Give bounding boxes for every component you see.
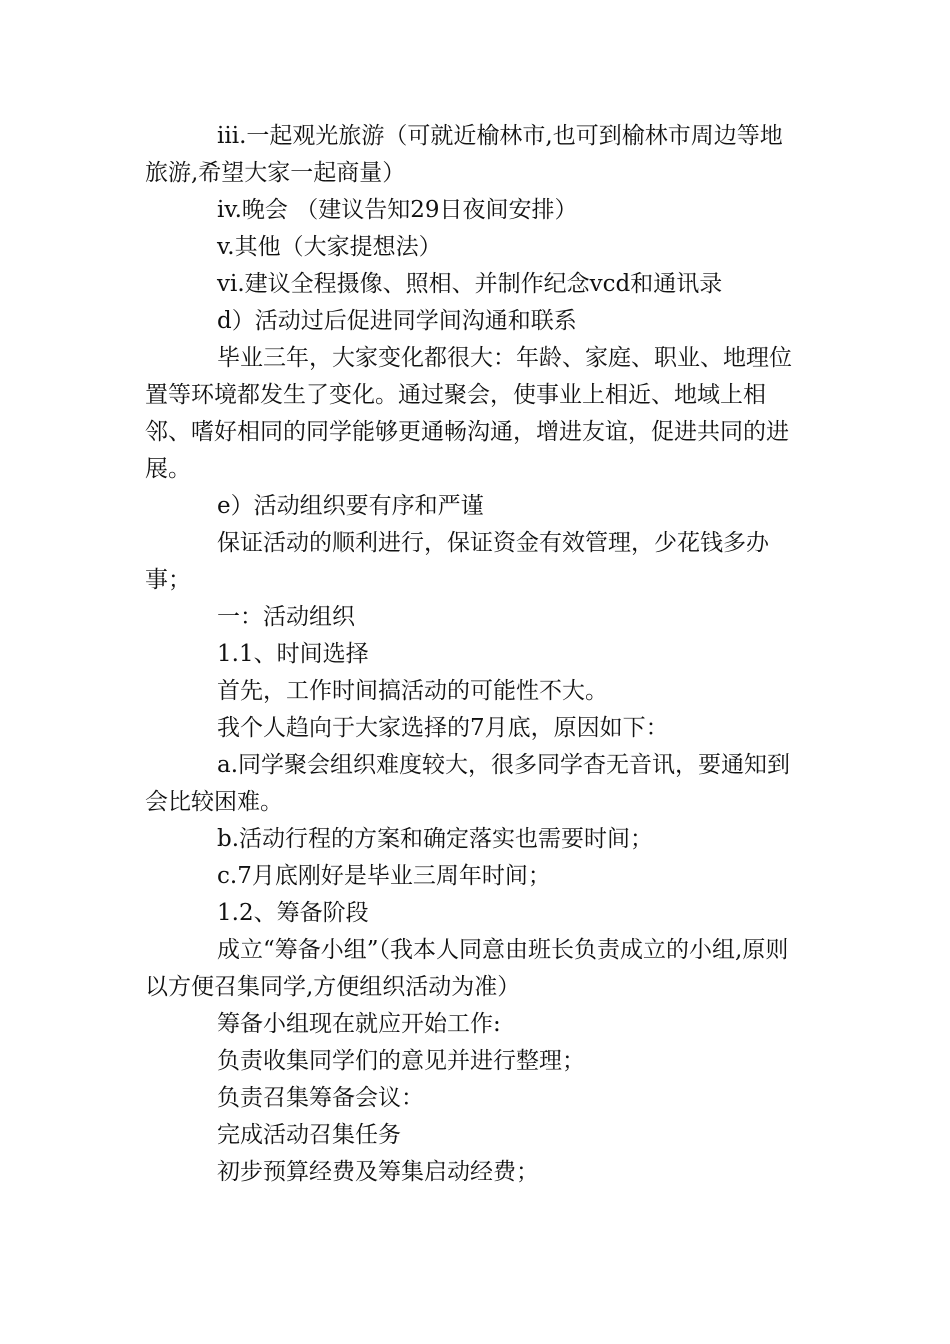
task-convene-meeting: 负责召集筹备会议：	[217, 1085, 424, 1111]
paragraph-ensure: 保证活动的顺利进行，保证资金有效管理，少花钱多办事；	[145, 530, 769, 593]
paragraph-d-heading: d）活动过后促进同学间沟通和联系	[217, 308, 577, 334]
subsection-heading-1-1: 1.1、时间选择	[217, 641, 369, 667]
list-item-c: c.7月底刚好是毕业三周年时间；	[217, 863, 551, 889]
subsection-heading-1-2: 1.2、筹备阶段	[217, 900, 369, 926]
paragraph-start-work: 筹备小组现在就应开始工作:	[217, 1011, 501, 1037]
paragraph-first: 首先，工作时间搞活动的可能性不大。	[217, 678, 608, 704]
paragraph-three-years: 毕业三年，大家变化都很大：年龄、家庭、职业、地理位置等环境都发生了变化。通过聚会，使事业上相近、地域上相邻、嗜好相同的同学能够更通畅沟通，增进友谊，促进共同的进展。	[145, 345, 792, 482]
task-budget: 初步预算经费及筹集启动经费；	[217, 1159, 539, 1185]
document-body	[145, 118, 805, 1191]
section-heading-organization: 一：活动组织	[217, 604, 355, 630]
paragraph-v-other: v.其他（大家提想法）	[217, 234, 442, 260]
paragraph-iii-tourism: iii.一起观光旅游（可就近榆林市,也可到榆林市周边等地旅游,希望大家一起商量）	[145, 123, 783, 186]
paragraph-iv-party: iv.晚会 （建议告知29日夜间安排）	[217, 197, 578, 223]
paragraph-committee: 成立“筹备小组”（我本人同意由班长负责成立的小组,原则以方便召集同学,方便组织活动为准）	[145, 937, 789, 1000]
list-item-b: b.活动行程的方案和确定落实也需要时间；	[217, 826, 654, 852]
paragraph-e-heading: e）活动组织要有序和严谨	[217, 493, 484, 519]
paragraph-vi-recording: vi.建议全程摄像、照相、并制作纪念vcd和通讯录	[217, 271, 723, 297]
list-item-a: a.同学聚会组织难度较大，很多同学杳无音讯，要通知到会比较困难。	[145, 752, 791, 815]
paragraph-reasons-intro: 我个人趋向于大家选择的7月底，原因如下：	[217, 715, 669, 741]
task-collect-opinions: 负责收集同学们的意见并进行整理；	[217, 1048, 585, 1074]
task-complete-convening: 完成活动召集任务	[217, 1122, 401, 1148]
